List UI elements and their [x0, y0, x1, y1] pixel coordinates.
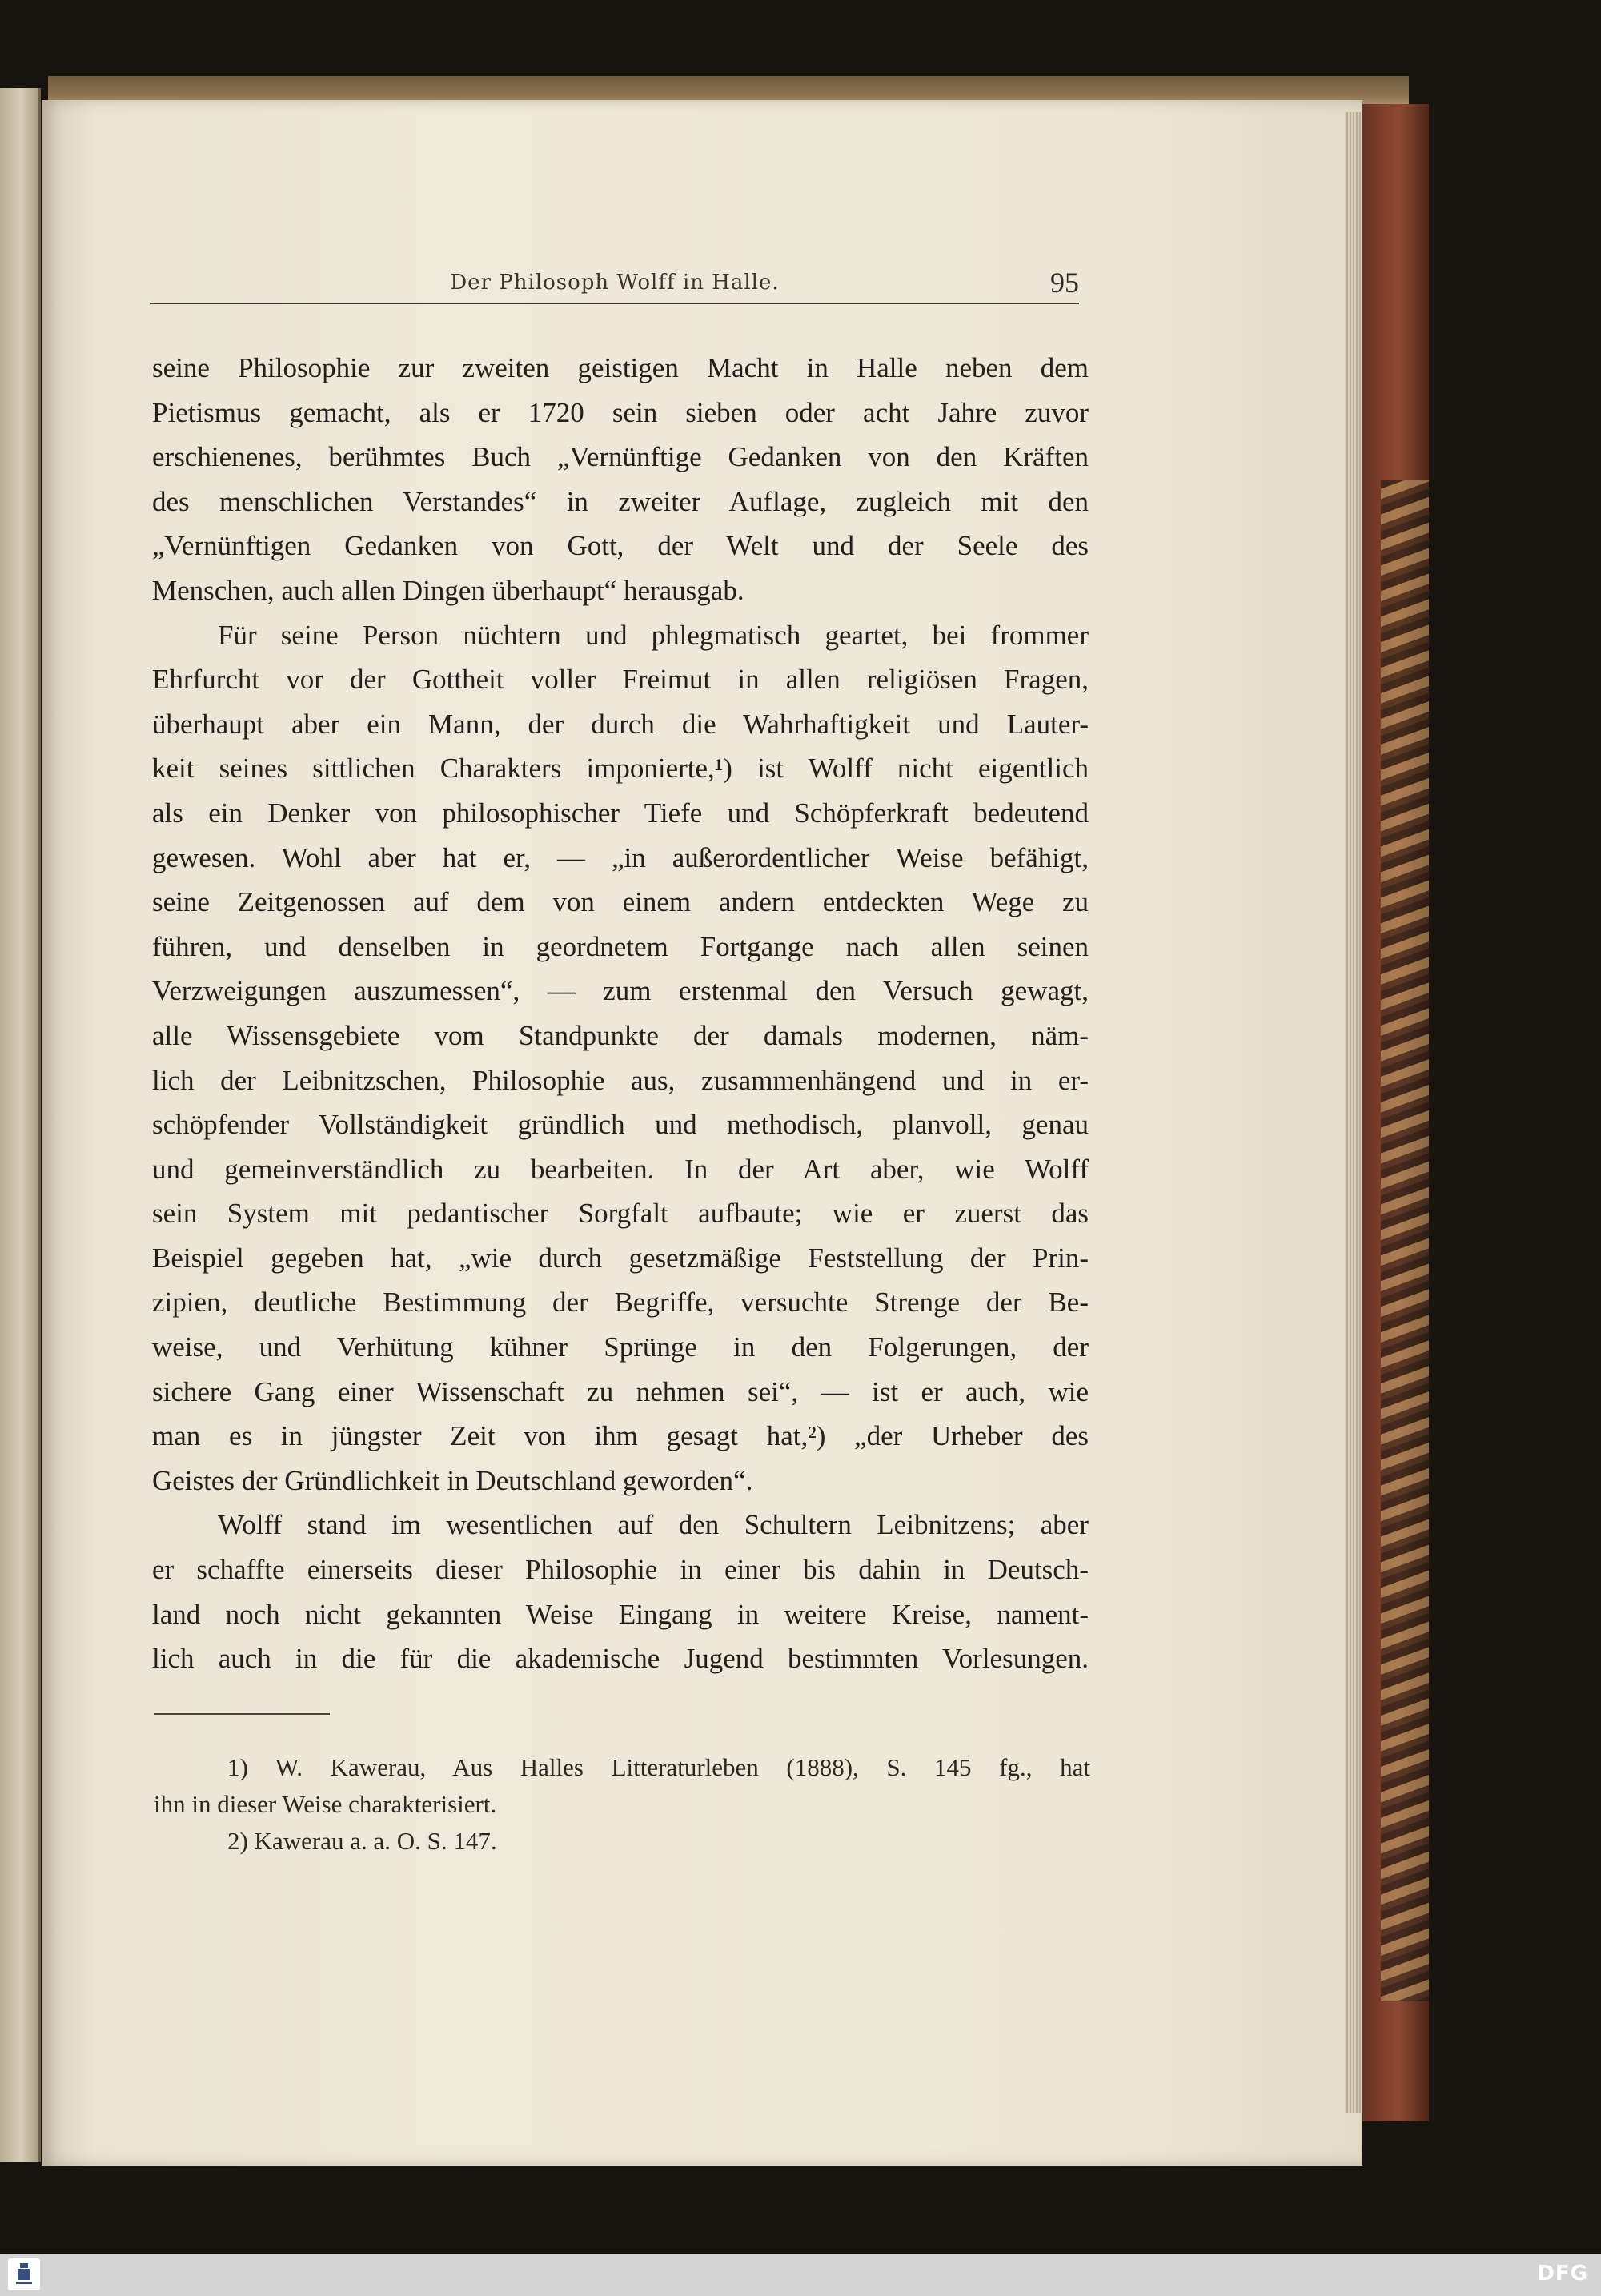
text-line: Ehrfurcht vor der Gottheit voller Freimut in allen religiösen Fragen, — [152, 664, 1089, 696]
text-line: gewesen. Wohl aber hat er, — „in außerordentlicher Weise befähigt, — [152, 841, 1089, 873]
footnote-line: 2) Kawerau a. a. O. S. 147. — [227, 1827, 497, 1855]
text-line: sein System mit pedantischer Sorgfalt aufbaute; wie er zuerst das — [152, 1198, 1089, 1230]
text-line: Für seine Person nüchtern und phlegmatisch geartet, bei frommer — [218, 619, 1089, 651]
text-line: Geistes der Gründlichkeit in Deutschland geworden“. — [152, 1464, 753, 1496]
body-text — [152, 346, 1089, 1681]
running-head-title: Der Philosoph Wolff in Halle. — [450, 271, 780, 295]
text-line: lich der Leibnitzschen, Philosophie aus, zusammenhängend und in er- — [152, 1064, 1089, 1096]
footnote-rule — [154, 1713, 330, 1715]
text-line: erschienenes, berühmtes Buch „Vernünftige Gedanken von den Kräften — [152, 441, 1089, 473]
text-line: seine Philosophie zur zweiten geistigen Macht in Halle neben dem — [152, 352, 1089, 383]
text-line: des menschlichen Verstandes“ in zweiter Auflage, zugleich mit den — [152, 485, 1089, 517]
text-line: sichere Gang einer Wissenschaft zu nehmen sei“, — ist er auch, wie — [152, 1375, 1089, 1407]
text-line: zipien, deutliche Bestimmung der Begriffe, versuchte Strenge der Be- — [152, 1286, 1089, 1319]
text-line: Verzweigungen auszumessen“, — zum erstenmal den Versuch gewagt, — [152, 975, 1089, 1007]
text-line: Beispiel gegeben hat, „wie durch gesetzmäßige Feststellung der Prin- — [152, 1242, 1089, 1274]
text-line: überhaupt aber ein Mann, der durch die Wahrhaftigkeit und Lauter- — [152, 708, 1089, 740]
footnote-line: ihn in dieser Weise charakterisiert. — [154, 1790, 497, 1818]
text-line: land noch nicht gekannten Weise Eingang in weitere Kreise, nament- — [152, 1598, 1089, 1630]
text-line: Wolff stand im wesentlichen auf den Schultern Leibnitzens; aber — [218, 1509, 1089, 1541]
text-line: lich auch in die für die akademische Jugend bestimmten Vorlesungen. — [152, 1643, 1089, 1675]
library-logo-icon — [8, 2258, 40, 2290]
text-line: führen, und denselben in geordnetem Fortgange nach allen seinen — [152, 930, 1089, 962]
footnotes — [154, 1749, 1090, 1860]
running-head — [150, 267, 1079, 304]
text-line: schöpfender Vollständigkeit gründlich und methodisch, planvoll, genau — [152, 1109, 1089, 1141]
text-line: seine Zeitgenossen auf dem von einem andern entdeckten Wege zu — [152, 886, 1089, 918]
text-line: er schaffte einerseits dieser Philosophie in einer bis dahin in Deutsch- — [152, 1554, 1089, 1586]
left-page-edge — [0, 88, 41, 2162]
viewer-footer-bar — [0, 2254, 1601, 2296]
footnote-line: 1) W. Kawerau, Aus Halles Litteraturleben (1888), S. 145 fg., hat — [227, 1753, 1090, 1781]
text-line: weise, und Verhütung kühner Sprünge in den Folgerungen, der — [152, 1331, 1089, 1363]
text-line: Pietismus gemacht, als er 1720 sein sieben oder acht Jahre zuvor — [152, 396, 1089, 428]
text-line: als ein Denker von philosophischer Tiefe und Schöpferkraft bedeutend — [152, 797, 1089, 829]
text-line: man es in jüngster Zeit von ihm gesagt hat,²) „der Urheber des — [152, 1420, 1089, 1452]
page-stack-edge — [1345, 112, 1361, 2113]
text-line: keit seines sittlichen Charakters imponierte,¹) ist Wolff nicht eigentlich — [152, 753, 1089, 785]
dfg-logo: DFG — [1537, 2262, 1588, 2286]
page-number: 95 — [1050, 267, 1079, 299]
marbled-endpaper — [1381, 480, 1429, 2001]
library-crest-icon — [12, 2261, 36, 2288]
text-line: alle Wissensgebiete vom Standpunkte der damals modernen, näm- — [152, 1019, 1089, 1051]
text-line: und gemeinverständlich zu bearbeiten. In der Art aber, wie Wolff — [152, 1153, 1089, 1185]
text-line: Menschen, auch allen Dingen überhaupt“ herausgab. — [152, 574, 744, 606]
text-line: „Vernünftigen Gedanken von Gott, der Welt und der Seele des — [152, 530, 1089, 562]
